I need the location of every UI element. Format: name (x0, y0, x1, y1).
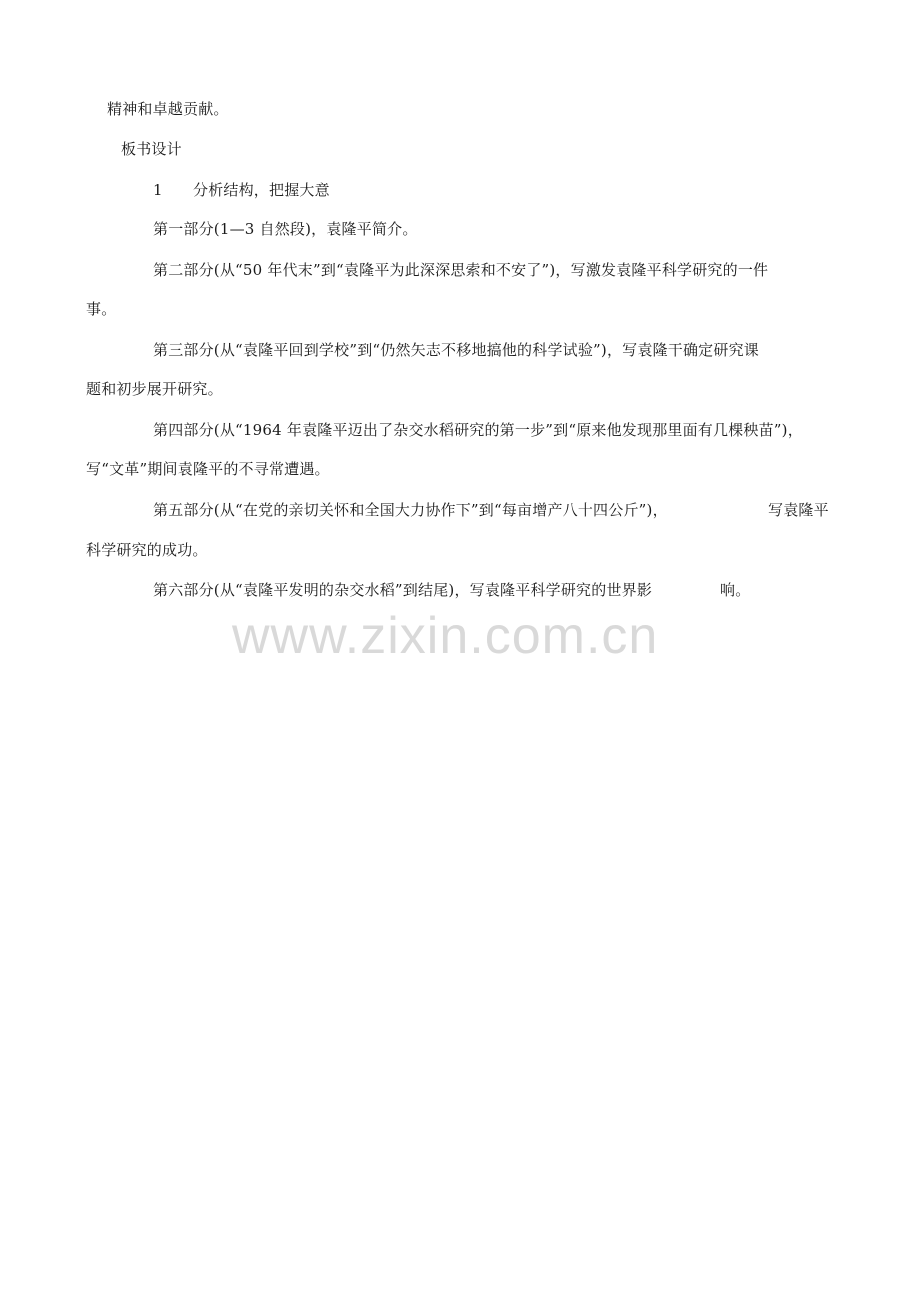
part-six-line-1: 第六部分(从“袁隆平发明的杂交水稻”到结尾)，写袁隆平科学研究的世界影 (153, 581, 653, 599)
section-heading: 板书设计 (121, 140, 182, 158)
part-one-text: 第一部分(1—3 自然段)，袁隆平简介。 (153, 220, 418, 238)
part-two-line-1: 第二部分(从“50 年代末”到“袁隆平为此深深思索和不安了”)，写激发袁隆平科学研究的一件 (153, 261, 769, 279)
paragraph-ending: 精神和卓越贡献。 (107, 100, 229, 118)
part-four-line-2: 写“文革”期间袁隆平的不寻常遭遇。 (86, 460, 330, 478)
part-three-line-1: 第三部分(从“袁隆平回到学校”到“仍然矢志不移地搞他的科学试验”)，写袁隆干确定研究课 (153, 341, 759, 359)
part-five-line-1-tail: 写袁隆平 (768, 501, 829, 519)
part-two-line-2: 事。 (86, 300, 117, 318)
part-five-line-1: 第五部分(从“在党的亲切关怀和全国大力协作下”到“每亩增产八十四公斤”)， (153, 501, 668, 519)
part-five-line-2: 科学研究的成功。 (86, 541, 208, 559)
list-item-text: 分析结构，把握大意 (193, 181, 330, 199)
part-three-line-2: 题和初步展开研究。 (86, 380, 223, 398)
part-six-line-1-tail: 响。 (720, 581, 751, 599)
part-four-line-1: 第四部分(从“1964 年袁隆平迈出了杂交水稻研究的第一步”到“原来他发现那里面有几棵秧苗”)， (153, 421, 803, 439)
watermark: www.zixin.com.cn (232, 607, 659, 665)
list-number: 1 (153, 181, 163, 199)
